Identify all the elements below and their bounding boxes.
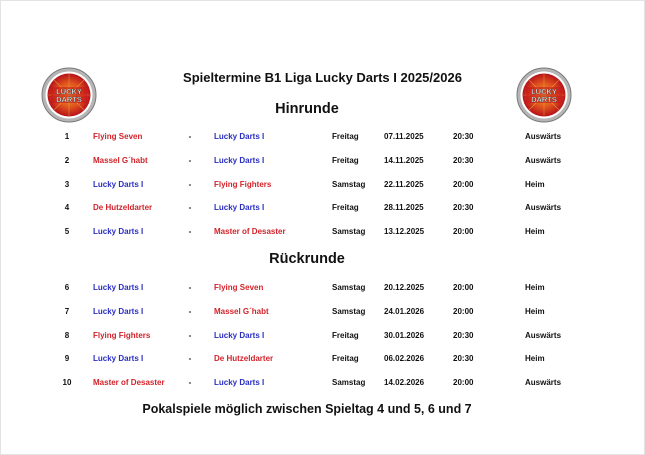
home-team: Lucky Darts I xyxy=(93,354,144,364)
vs-dash: - xyxy=(188,179,192,189)
venue: Auswärts xyxy=(525,132,562,141)
weekday: Freitag xyxy=(332,354,359,364)
match-number: 10 xyxy=(62,378,72,388)
home-team: Flying Seven xyxy=(93,132,143,141)
away-team: Master of Desaster xyxy=(214,227,286,237)
weekday: Samstag xyxy=(332,378,366,388)
table-row xyxy=(1,200,644,216)
match-date: 24.01.2026 xyxy=(384,306,425,316)
match-date: 14.11.2025 xyxy=(384,155,424,165)
vs-dash: - xyxy=(188,306,192,316)
match-time: 20:00 xyxy=(453,378,474,388)
match-number: 4 xyxy=(64,203,70,213)
match-number: 5 xyxy=(64,227,70,237)
vs-dash: - xyxy=(188,203,192,213)
match-date: 13.12.2025 xyxy=(384,227,425,237)
match-time: 20:30 xyxy=(453,203,474,213)
match-time: 20:00 xyxy=(453,179,474,189)
match-date: 14.02.2026 xyxy=(384,378,425,388)
match-time: 20:30 xyxy=(453,155,474,165)
svg-text:LUCKY: LUCKY xyxy=(56,87,82,96)
match-number: 2 xyxy=(64,155,70,165)
venue: Auswärts xyxy=(525,203,562,213)
away-team: Flying Fighters xyxy=(214,179,272,189)
match-time: 20:30 xyxy=(453,330,474,340)
away-team: Lucky Darts I xyxy=(214,155,265,165)
table-row xyxy=(1,129,644,145)
home-team: Lucky Darts I xyxy=(93,283,144,292)
vs-dash: - xyxy=(188,378,192,388)
home-team: Flying Fighters xyxy=(93,330,151,340)
vs-dash: - xyxy=(188,283,192,292)
svg-text:LUCKY: LUCKY xyxy=(531,87,557,96)
weekday: Samstag xyxy=(332,283,366,292)
away-team: Massel G´habt xyxy=(214,306,269,316)
table-row xyxy=(1,304,644,320)
home-team: Lucky Darts I xyxy=(93,306,144,316)
venue: Auswärts xyxy=(525,155,562,165)
match-date: 30.01.2026 xyxy=(384,330,425,340)
match-date: 07.11.2025 xyxy=(384,132,424,141)
vs-dash: - xyxy=(188,155,192,165)
match-date: 20.12.2025 xyxy=(384,283,425,292)
match-number: 8 xyxy=(64,330,70,340)
home-team: De Hutzeldarter xyxy=(93,203,153,213)
page-title: Spieltermine B1 Liga Lucky Darts I 2025/2026 xyxy=(183,70,462,85)
table-row xyxy=(1,328,644,344)
table-row xyxy=(1,153,644,169)
footer-note: Pokalspiele möglich zwischen Spieltag 4 und 5, 6 und 7 xyxy=(142,402,472,416)
weekday: Samstag xyxy=(332,227,366,237)
match-time: 20:30 xyxy=(453,354,474,364)
section-title-hinrunde: Hinrunde xyxy=(275,101,339,117)
match-time: 20:00 xyxy=(453,306,474,316)
home-team: Massel G´habt xyxy=(93,155,148,165)
vs-dash: - xyxy=(188,354,192,364)
section-title-rueckrunde: Rückrunde xyxy=(269,251,345,267)
match-number: 3 xyxy=(64,179,70,189)
away-team: Lucky Darts I xyxy=(214,132,265,141)
vs-dash: - xyxy=(188,330,192,340)
venue: Heim xyxy=(525,227,545,237)
venue: Auswärts xyxy=(525,378,562,388)
svg-text:DARTS: DARTS xyxy=(531,95,557,104)
table-row xyxy=(1,177,644,193)
away-team: Lucky Darts I xyxy=(214,330,265,340)
table-row xyxy=(1,224,644,240)
venue: Auswärts xyxy=(525,330,562,340)
vs-dash: - xyxy=(188,132,192,141)
away-team: Lucky Darts I xyxy=(214,203,265,213)
venue: Heim xyxy=(525,354,545,364)
match-date: 28.11.2025 xyxy=(384,203,424,213)
table-row xyxy=(1,280,644,296)
venue: Heim xyxy=(525,306,545,316)
weekday: Freitag xyxy=(332,155,359,165)
weekday: Freitag xyxy=(332,330,359,340)
match-number: 7 xyxy=(64,306,70,316)
svg-text:DARTS: DARTS xyxy=(56,95,82,104)
home-team: Lucky Darts I xyxy=(93,179,144,189)
away-team: Flying Seven xyxy=(214,283,264,292)
match-date: 06.02.2026 xyxy=(384,354,425,364)
match-number: 6 xyxy=(64,283,70,292)
away-team: Lucky Darts I xyxy=(214,378,265,388)
home-team: Lucky Darts I xyxy=(93,227,144,237)
home-team: Master of Desaster xyxy=(93,378,165,388)
table-row xyxy=(1,351,644,367)
match-number: 1 xyxy=(64,132,70,141)
table-row xyxy=(1,375,644,391)
vs-dash: - xyxy=(188,227,192,237)
weekday: Samstag xyxy=(332,306,366,316)
away-team: De Hutzeldarter xyxy=(214,354,274,364)
venue: Heim xyxy=(525,283,545,292)
weekday: Samstag xyxy=(332,179,366,189)
weekday: Freitag xyxy=(332,203,359,213)
weekday: Freitag xyxy=(332,132,359,141)
match-time: 20:00 xyxy=(453,283,474,292)
venue: Heim xyxy=(525,179,545,189)
match-number: 9 xyxy=(64,354,70,364)
match-date: 22.11.2025 xyxy=(384,179,424,189)
match-time: 20:30 xyxy=(453,132,474,141)
match-time: 20:00 xyxy=(453,227,474,237)
